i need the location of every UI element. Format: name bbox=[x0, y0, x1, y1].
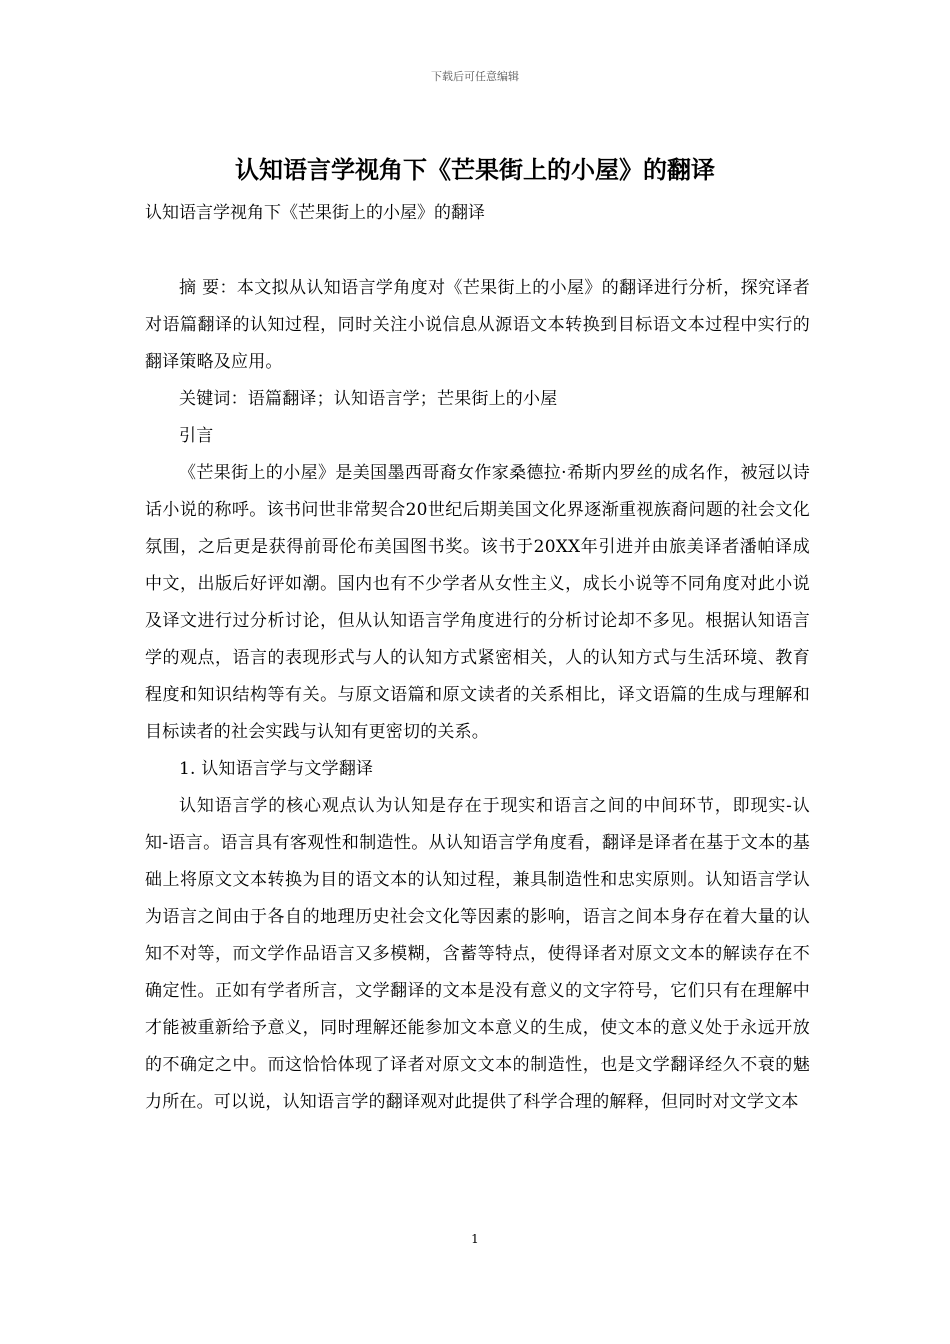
page-number: 1 bbox=[471, 1232, 479, 1246]
section1-heading: 1. 认知语言学与文学翻译 bbox=[179, 759, 374, 779]
abstract-paragraph: 摘 要：本文拟从认知语言学角度对《芒果街上的小屋》的翻译进行分析，探究译者对语篇翻译的认知过程，同时关注小说信息从源语文本转换到目标语文本过程中实行的翻译策略及应用。 bbox=[145, 278, 810, 372]
header-note: 下载后可任意编辑 bbox=[431, 70, 519, 83]
document-title: 认知语言学视角下《芒果街上的小屋》的翻译 bbox=[235, 155, 715, 184]
intro-heading: 引言 bbox=[179, 426, 214, 446]
document-subtitle: 认知语言学视角下《芒果街上的小屋》的翻译 bbox=[145, 203, 485, 223]
intro-paragraph: 《芒果街上的小屋》是美国墨西哥裔女作家桑德拉·希斯内罗丝的成名作，被冠以诗话小说的称呼。该书问世非常契合20世纪后期美国文化界逐渐重视族裔问题的社会文化氛围，之后更是获得前哥伦布美国图书奖。该书于20XX年引进并由旅美译者潘帕译成中文，出版后好评如潮。国内也有不少学者从女性主义，成长小说等不同角度对此小说及译文进行过分析讨论，但从认知语言学角度进行的分析讨论却不多见。根据认知语言学的观点，语言的表现形式与人的认知方式紧密相关，人的认知方式与生活环境、教育程度和知识结构等有关。与原文语篇和原文读者的关系相比，译文语篇的生成与理解和目标读者的社会实践与认知有更密切的关系。 bbox=[145, 463, 810, 742]
keywords-paragraph: 关键词：语篇翻译；认知语言学；芒果街上的小屋 bbox=[179, 389, 558, 409]
section1-paragraph: 认知语言学的核心观点认为认知是存在于现实和语言之间的中间环节，即现实-认知-语言。语言具有客观性和制造性。从认知语言学角度看，翻译是译者在基于文本的基础上将原文文本转换为目的语文本的认知过程，兼具制造性和忠实原则。认知语言学认为语言之间由于各自的地理历史社会文化等因素的影响，语言之间本身存在着大量的认知不对等，而文学作品语言又多模糊，含蓄等特点，使得译者对原文文本的解读存在不确定性。正如有学者所言，文学翻译的文本是没有意义的文字符号，它们只有在理解中才能被重新给予意义，同时理解还能参加文本意义的生成，使文本的意义处于永远开放的不确定之中。而这恰恰体现了译者对原文文本的制造性，也是文学翻译经久不衰的魅力所在。可以说，认知语言学的翻译观对此提供了科学合理的解释，但同时对文学文本 bbox=[145, 796, 810, 1112]
document-body bbox=[145, 270, 810, 1121]
